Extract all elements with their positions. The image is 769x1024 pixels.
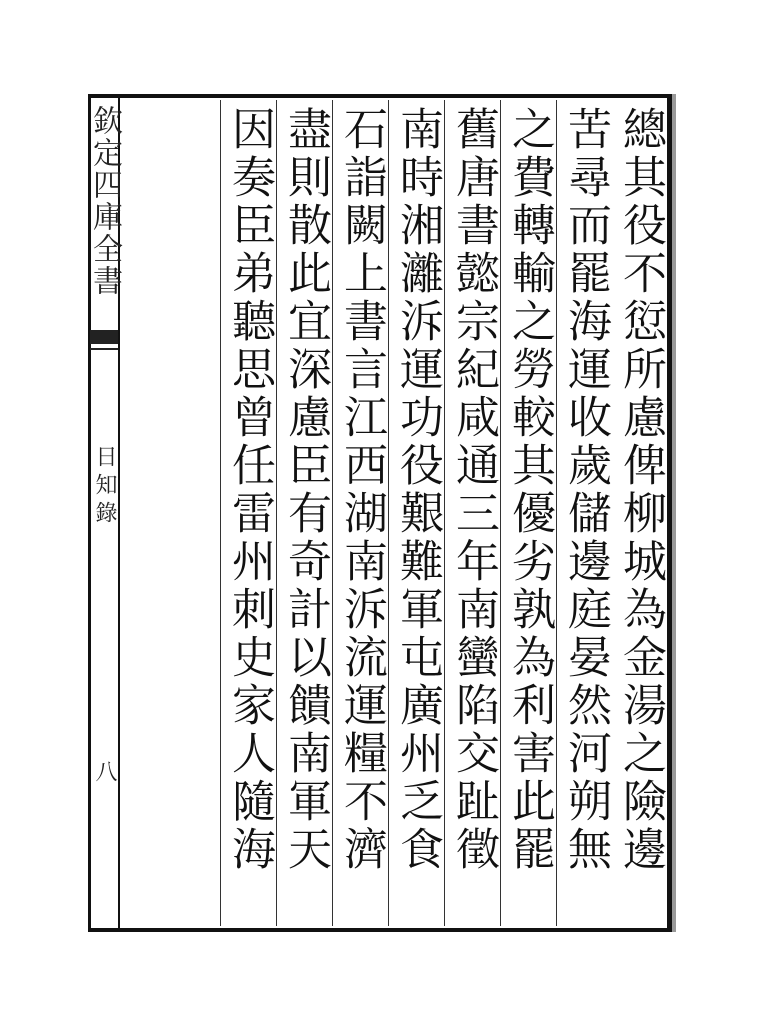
fishtail-line: [90, 348, 118, 350]
collection-title: 欽定四庫全書: [87, 105, 122, 297]
page-number: 八: [92, 760, 117, 782]
page-edge: [672, 94, 676, 932]
column-text: 南時湘灕泝運功役艱難軍屯廣州乏食: [392, 106, 443, 874]
text-column-4: [444, 100, 500, 926]
column-text: 因奏臣弟聽思曾任雷州刺史家人隨海: [224, 106, 275, 874]
text-column-2: [556, 100, 612, 926]
column-text: 盡則散此宜深慮臣有奇計以饋南軍天: [280, 106, 331, 874]
text-column-1: [612, 100, 668, 926]
text-column-7: [276, 100, 332, 926]
book-title: 日知錄: [92, 445, 117, 529]
column-text: 苦尋而罷海運收歲儲邊庭晏然河朔無: [560, 106, 611, 874]
text-column-3: [500, 100, 556, 926]
text-column-8: [220, 100, 276, 926]
column-text: 總其役不愆所慮俾柳城為金湯之險邊: [615, 106, 666, 874]
column-text: 之費轉輸之勞較其優劣孰為利害此罷: [504, 106, 555, 874]
fishtail-mark: [90, 330, 118, 344]
text-column-6: [332, 100, 388, 926]
blank-column-area: [120, 100, 220, 926]
column-text: 石詣闕上書言江西湖南泝流運糧不濟: [336, 106, 387, 874]
text-column-5: [388, 100, 444, 926]
column-text: 舊唐書懿宗紀咸通三年南蠻陷交趾徵: [448, 106, 499, 874]
